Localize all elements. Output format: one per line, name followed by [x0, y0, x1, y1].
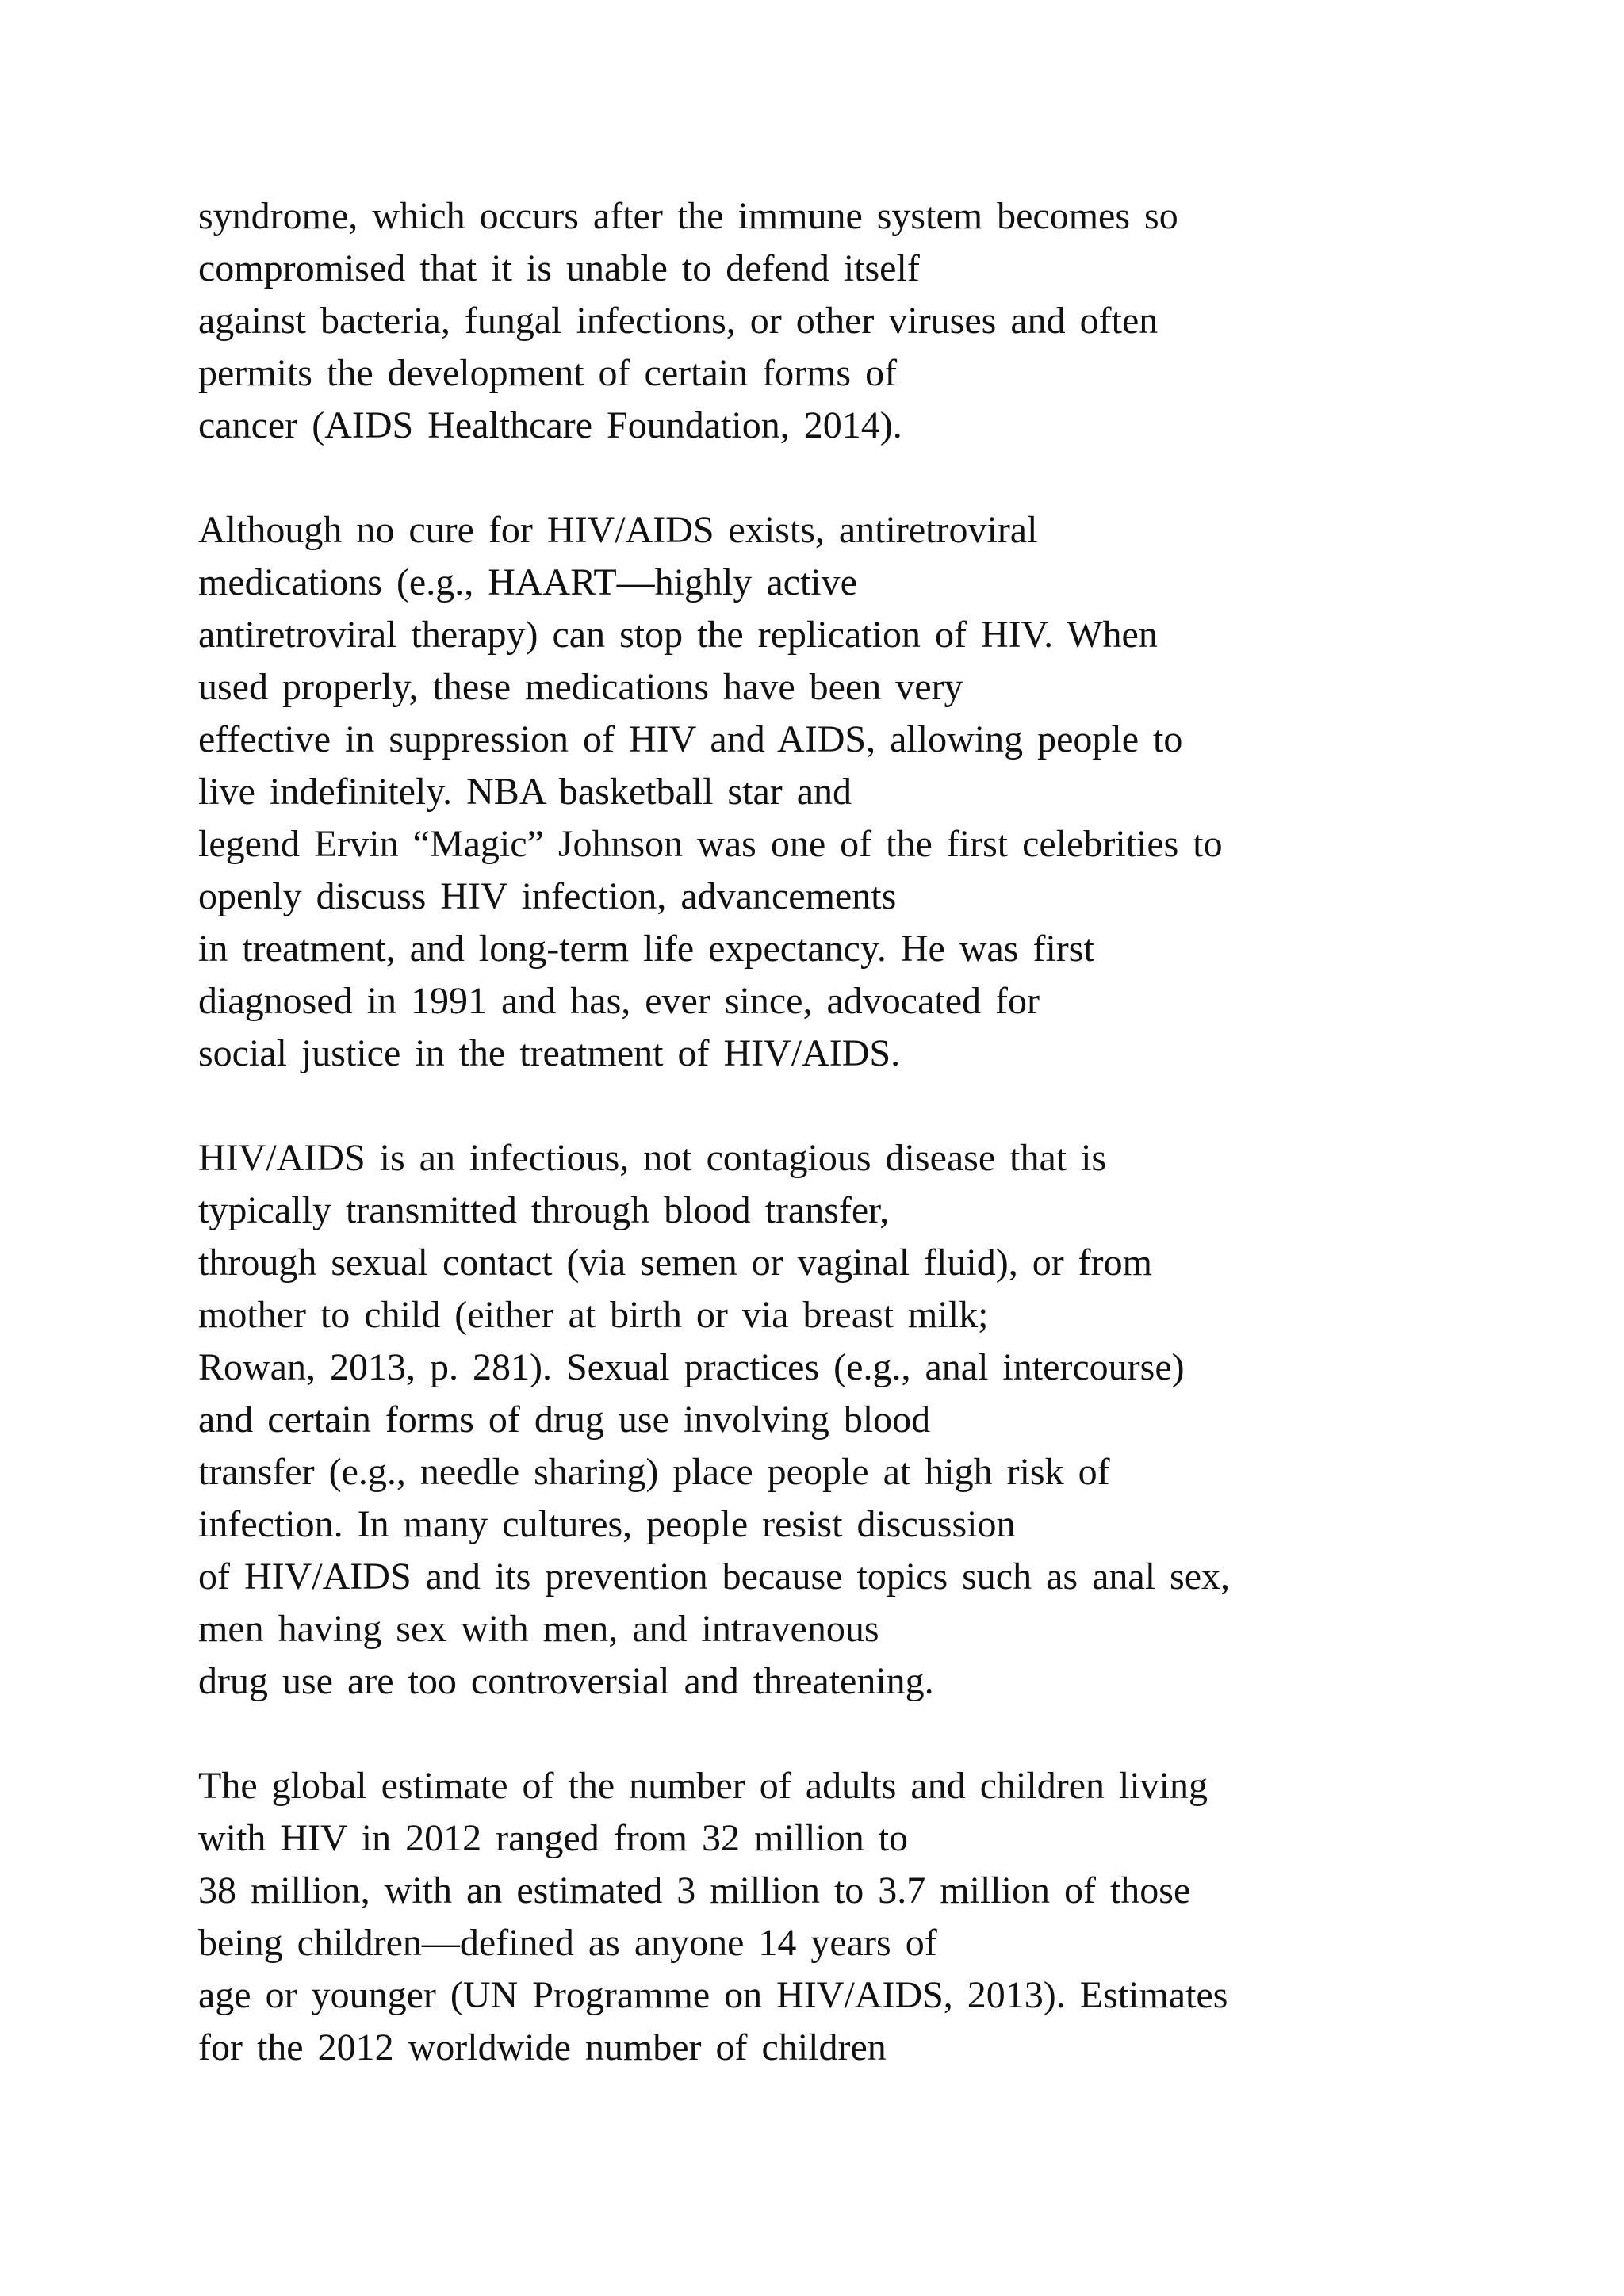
paragraph-2 — [198, 504, 1546, 1080]
text-line: legend Ervin “Magic” Johnson was one of the first celebrities to — [198, 823, 1223, 865]
text-line: openly discuss HIV infection, advancements — [198, 875, 897, 917]
text-line: Although no cure for HIV/AIDS exists, antiretroviral — [198, 509, 1038, 551]
text-line: in treatment, and long-term life expectancy. He was first — [198, 928, 1094, 970]
paragraph-3 — [198, 1132, 1546, 1708]
text-line: HIV/AIDS is an infectious, not contagious disease that is — [198, 1137, 1107, 1179]
text-line: with HIV in 2012 ranged from 32 million to — [198, 1817, 909, 1859]
text-line: 38 million, with an estimated 3 million to 3.7 million of those — [198, 1869, 1191, 1911]
text-line: medications (e.g., HAART—highly active — [198, 561, 857, 603]
text-line: of HIV/AIDS and its prevention because topics such as anal sex, — [198, 1556, 1231, 1598]
paragraph-gap — [198, 1708, 1546, 1760]
text-line: The global estimate of the number of adults and children living — [198, 1765, 1208, 1807]
paragraph-4 — [198, 1760, 1546, 2074]
text-line: infection. In many cultures, people resist discussion — [198, 1503, 1016, 1545]
text-line: used properly, these medications have been very — [198, 666, 963, 708]
text-line: social justice in the treatment of HIV/AIDS. — [198, 1032, 901, 1074]
text-line: cancer (AIDS Healthcare Foundation, 2014). — [198, 404, 902, 446]
text-line: age or younger (UN Programme on HIV/AIDS, 2013). Estimates — [198, 1974, 1228, 2016]
text-line: being children—defined as anyone 14 years of — [198, 1922, 937, 1964]
text-line: mother to child (either at birth or via breast milk; — [198, 1294, 989, 1336]
text-line: against bacteria, fungal infections, or other viruses and often — [198, 300, 1159, 342]
text-line: syndrome, which occurs after the immune system becomes so — [198, 195, 1178, 237]
text-line: for the 2012 worldwide number of children — [198, 2026, 887, 2068]
text-line: compromised that it is unable to defend itself — [198, 247, 920, 289]
text-line: permits the development of certain forms of — [198, 352, 898, 394]
text-line: drug use are too controversial and threatening. — [198, 1660, 934, 1702]
text-line: transfer (e.g., needle sharing) place people at high risk of — [198, 1451, 1110, 1493]
text-line: through sexual contact (via semen or vaginal fluid), or from — [198, 1242, 1152, 1284]
text-line: and certain forms of drug use involving blood — [198, 1399, 931, 1441]
text-line: diagnosed in 1991 and has, ever since, advocated for — [198, 980, 1040, 1022]
text-line: typically transmitted through blood transfer, — [198, 1189, 890, 1231]
paragraph-gap — [198, 452, 1546, 504]
text-line: effective in suppression of HIV and AIDS, allowing people to — [198, 718, 1183, 760]
text-line: antiretroviral therapy) can stop the replication of HIV. When — [198, 614, 1158, 656]
text-line: live indefinitely. NBA basketball star and — [198, 771, 852, 813]
text-line: Rowan, 2013, p. 281). Sexual practices (e.g., anal intercourse) — [198, 1346, 1185, 1388]
body-text — [198, 190, 1546, 2074]
paragraph-1 — [198, 190, 1546, 452]
text-line: men having sex with men, and intravenous — [198, 1608, 879, 1650]
paragraph-gap — [198, 1080, 1546, 1132]
